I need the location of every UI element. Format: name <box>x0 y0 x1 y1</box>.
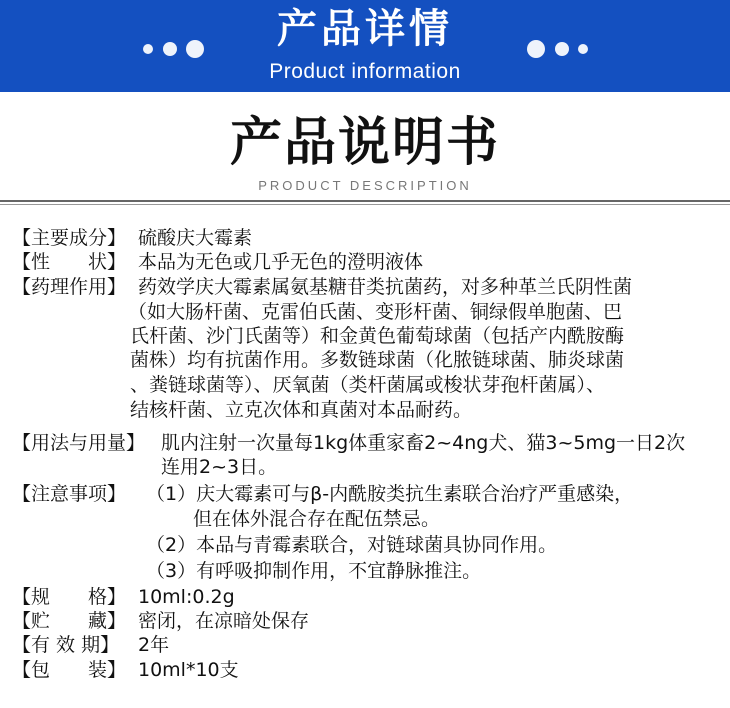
value-precautions: （3）有呼吸抑制作用，不宜静脉推注。 <box>146 560 482 582</box>
value-dosage: 肌内注射一次量每1kg体重家畜2~4ng犬、猫3~5mg一日2次 <box>161 432 686 454</box>
banner-subtitle: Product information <box>269 60 461 83</box>
value-precautions: 但在体外混合存在配伍禁忌。 <box>193 508 441 530</box>
value-pharmacology: 结核杆菌、立克次体和真菌对本品耐药。 <box>130 399 473 421</box>
value-appearance: 本品为无色或几乎无色的澄明液体 <box>138 251 424 273</box>
value-pharmacology: 氏杆菌、沙门氏菌等）和金黄色葡萄球菌（包括产内酰胺酶 <box>130 325 625 347</box>
label-storage: 【贮 藏】 <box>12 610 127 632</box>
value-shelf-life: 2年 <box>138 634 170 656</box>
value-dosage: 连用2~3日。 <box>161 456 278 478</box>
value-ingredients: 硫酸庆大霉素 <box>138 227 253 249</box>
label-precautions: 【注意事项】 <box>12 483 127 505</box>
value-pharmacology: （如大肠杆菌、克雷伯氏菌、变形杆菌、铜绿假单胞菌、巴 <box>128 301 623 323</box>
value-packaging: 10ml*10支 <box>138 659 239 681</box>
banner-title: 产品详情 <box>277 6 453 52</box>
value-pharmacology: 菌株）均有抗菌作用。多数链球菌（化脓链球菌、肺炎球菌 <box>130 349 625 371</box>
label-shelf-life: 【有 效 期】 <box>12 634 120 656</box>
value-storage: 密闭，在凉暗处保存 <box>138 610 310 632</box>
header-banner <box>0 0 730 92</box>
divider <box>0 204 730 205</box>
label-ingredients: 【主要成分】 <box>12 227 127 249</box>
label-dosage: 【用法与用量】 <box>12 432 146 454</box>
page-subtitle: PRODUCT DESCRIPTION <box>258 178 472 193</box>
label-packaging: 【包 装】 <box>12 659 127 681</box>
value-pharmacology: 、粪链球菌等）、厌氧菌（类杆菌属或梭状芽孢杆菌属）、 <box>130 374 606 396</box>
divider <box>0 200 730 202</box>
page-title: 产品说明书 <box>229 113 500 173</box>
label-pharmacology: 【药理作用】 <box>12 276 127 298</box>
value-precautions: （2）本品与青霉素联合，对链球菌具协同作用。 <box>146 534 558 556</box>
value-precautions: （1）庆大霉素可与β-内酰胺类抗生素联合治疗严重感染， <box>146 483 634 505</box>
label-appearance: 【性 状】 <box>12 251 127 273</box>
label-specification: 【规 格】 <box>12 586 127 608</box>
value-specification: 10ml:0.2g <box>138 586 235 608</box>
value-pharmacology: 药效学庆大霉素属氨基糖苷类抗菌药，对多种革兰氏阴性菌 <box>138 276 633 298</box>
